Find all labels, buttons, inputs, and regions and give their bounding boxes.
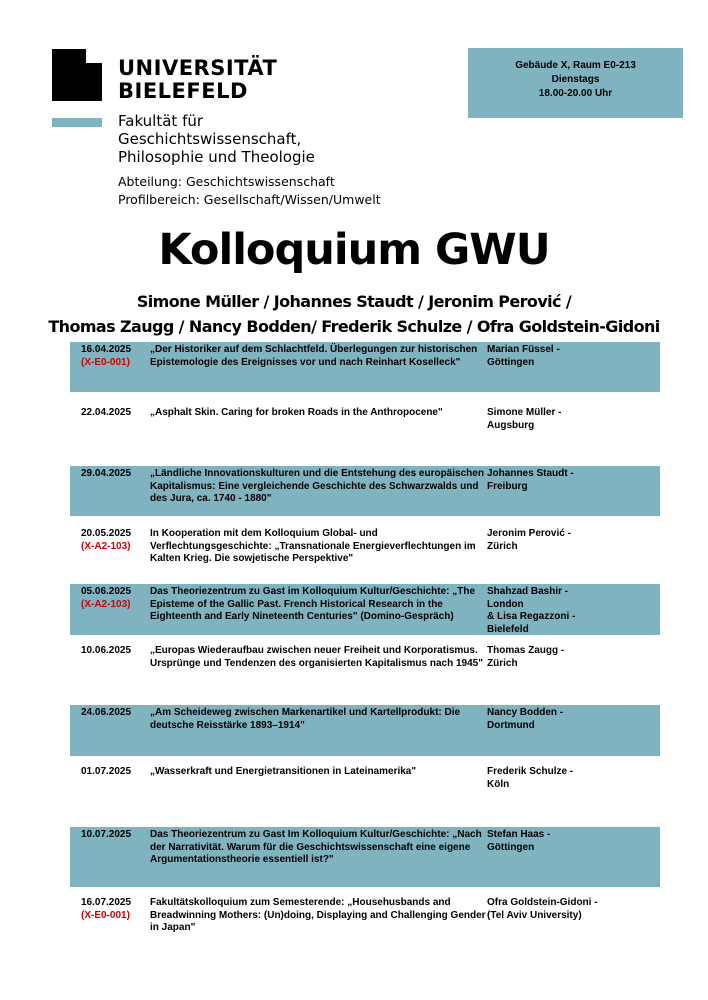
university-name-line1: UNIVERSITÄT: [118, 56, 278, 80]
session-topic: In Kooperation mit dem Kolloquium Global- und Verflechtungsgeschichte: „Transnationale Energieverflechtungen im Kalten Krieg. Die sowjetische Perspektive": [150, 528, 476, 564]
speaker-line4: Bielefeld: [487, 623, 529, 635]
faculty-name: [118, 112, 315, 166]
organizers-line1: Simone Müller / Johannes Staudt / Jeronim Perović /: [136, 292, 572, 311]
day: Dienstags: [551, 74, 600, 85]
session-topic: Das Theoriezentrum zu Gast im Kolloquium Kultur/Geschichte: „The Episteme of the Gallic Past. French Historical Research in the Eighteenth and Early Nineteenth Centuries" (Domino-Gespräch): [150, 586, 476, 622]
session-topic: Das Theoriezentrum zu Gast Im Kolloquium Kultur/Geschichte: „Nach der Narrativität. Warum für die Geschichtswissenschaft eine eigene Argumentationstheorie essentiell ist?": [150, 829, 482, 865]
session-date: 01.07.2025: [81, 766, 132, 777]
session-speaker: [487, 766, 660, 791]
speaker-line3: & Lisa Regazzoni -: [487, 611, 576, 622]
session-speaker: [487, 468, 660, 493]
session-speaker: [487, 707, 660, 732]
session-date: 22.04.2025: [81, 407, 132, 418]
speaker-line1: Marian Füssel -: [487, 344, 560, 355]
schedule-row: [70, 895, 660, 943]
session-room: (X-A2-103): [81, 598, 131, 610]
session-date-cell: [81, 407, 151, 420]
speaker-line1: Johannes Staudt -: [487, 468, 574, 479]
session-date: 10.06.2025: [81, 645, 132, 656]
speaker-line1: Frederik Schulze -: [487, 766, 574, 777]
session-date-cell: [81, 829, 151, 842]
schedule-row: [70, 405, 660, 466]
session-speaker: [487, 829, 660, 854]
session-topic: „Europas Wiederaufbau zwischen neuer Freiheit und Korporatismus. Ursprünge und Tendenzen des organisierten Kapitalismus nach 1945": [150, 645, 483, 669]
time: 18.00-20.00 Uhr: [538, 88, 613, 99]
speaker-line1: Thomas Zaugg -: [487, 645, 565, 656]
speaker-line1: Ofra Goldstein-Gidoni -: [487, 897, 598, 908]
session-date-cell: [81, 586, 151, 611]
faculty-line1: Fakultät für: [118, 112, 204, 130]
speaker-line2: Göttingen: [487, 356, 535, 368]
session-date-cell: [81, 344, 151, 369]
faculty-line3: Philosophie und Theologie: [118, 148, 315, 166]
speaker-line1: Simone Müller -: [487, 407, 562, 418]
location-time-box: [468, 48, 683, 118]
session-date-cell: [81, 645, 151, 658]
session-date-cell: [81, 897, 151, 922]
schedule-row: [70, 827, 660, 887]
session-date-cell: [81, 468, 151, 481]
session-topic: „Ländliche Innovationskulturen und die Entstehung des europäischen Kapitalismus: Eine vergleichende Geschichte des Schwarzwalds und des Jura, ca. 1740 - 1880": [150, 468, 484, 504]
session-speaker: [487, 897, 660, 922]
schedule-table: [70, 342, 660, 943]
session-room: (X-A2-103): [81, 540, 131, 552]
university-name: [118, 57, 277, 103]
session-speaker: [487, 407, 660, 432]
speaker-line2: (Tel Aviv University): [487, 909, 582, 921]
session-date: 05.06.2025: [81, 586, 132, 597]
page-title: Kolloquium GWU: [158, 225, 550, 275]
session-date: 16.04.2025: [81, 344, 132, 355]
session-room: (X-E0-001): [81, 356, 130, 368]
speaker-line2: Dortmund: [487, 719, 535, 731]
schedule-row: [70, 643, 660, 705]
session-room: (X-E0-001): [81, 909, 130, 921]
organizers-line2: Thomas Zaugg / Nancy Bodden/ Frederik Schulze / Ofra Goldstein-Gidoni: [48, 317, 660, 336]
session-date: 16.07.2025: [81, 897, 132, 908]
university-name-line2: BIELEFELD: [118, 79, 248, 103]
session-speaker: [487, 344, 660, 369]
schedule-row: [70, 705, 660, 756]
schedule-row: [70, 466, 660, 516]
session-date-cell: [81, 766, 151, 779]
faculty-accent-bar: [52, 118, 102, 127]
session-date: 29.04.2025: [81, 468, 132, 479]
session-topic: „Am Scheideweg zwischen Markenartikel und Kartellprodukt: Die deutsche Reisstärke 1893–1914": [150, 707, 461, 731]
speaker-line2: Freiburg: [487, 480, 528, 492]
session-topic: „Der Historiker auf dem Schlachtfeld. Überlegungen zur historischen Epistemologie des Ereignisses vor und nach Reinhart Koselleck": [150, 344, 478, 368]
schedule-row: [70, 526, 660, 584]
location: Gebäude X, Raum E0-213: [515, 60, 636, 71]
speaker-line2: London: [487, 598, 524, 610]
session-date-cell: [81, 528, 151, 553]
department-info: [118, 173, 381, 209]
schedule-row: [70, 764, 660, 827]
schedule-row: [70, 342, 660, 392]
session-topic: „Asphalt Skin. Caring for broken Roads in the Anthropocene": [150, 407, 443, 418]
session-date-cell: [81, 707, 151, 720]
speaker-line1: Stefan Haas -: [487, 829, 551, 840]
session-speaker: [487, 586, 660, 635]
profile-area: Profilbereich: Gesellschaft/Wissen/Umwelt: [118, 192, 381, 207]
session-date: 20.05.2025: [81, 528, 132, 539]
university-logo-notch: [86, 49, 102, 63]
session-date: 24.06.2025: [81, 707, 132, 718]
speaker-line2: Zürich: [487, 657, 518, 669]
schedule-row: [70, 584, 660, 635]
session-speaker: [487, 645, 660, 670]
speaker-line2: Köln: [487, 778, 510, 790]
speaker-line2: Augsburg: [487, 419, 535, 431]
department: Abteilung: Geschichtswissenschaft: [118, 174, 335, 189]
session-speaker: [487, 528, 660, 553]
session-topic: „Wasserkraft und Energietransitionen in Lateinamerika": [150, 766, 417, 777]
speaker-line1: Jeronim Perović -: [487, 528, 571, 539]
speaker-line1: Shahzad Bashir -: [487, 586, 569, 597]
organizers: [0, 289, 708, 339]
speaker-line2: Göttingen: [487, 841, 535, 853]
speaker-line2: Zürich: [487, 540, 518, 552]
session-topic: Fakultätskolloquium zum Semesterende: „Househusbands and Breadwinning Mothers: (Un)doing, Displaying and Challenging Gender in Japan": [150, 897, 486, 933]
speaker-line1: Nancy Bodden -: [487, 707, 564, 718]
session-date: 10.07.2025: [81, 829, 132, 840]
faculty-line2: Geschichtswissenschaft,: [118, 130, 302, 148]
